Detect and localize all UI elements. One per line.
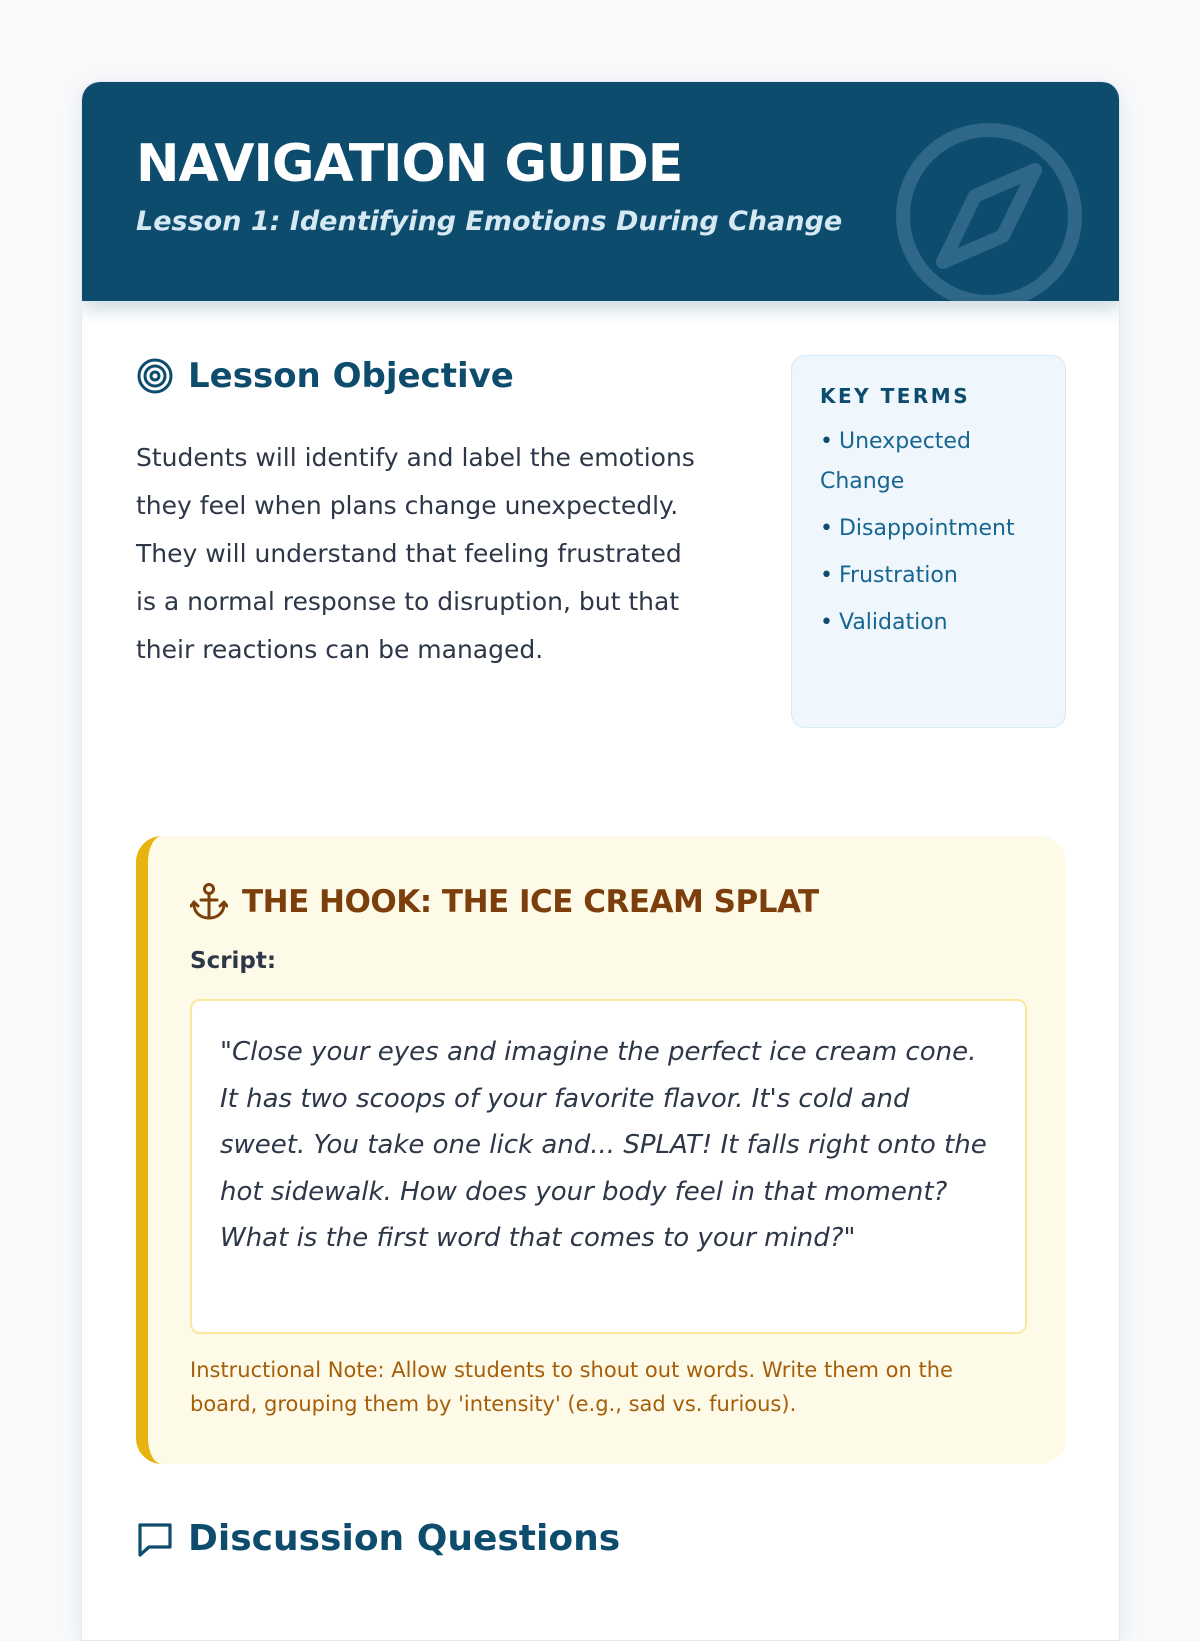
- hook-title: THE HOOK: THE ICE CREAM SPLAT: [242, 884, 819, 920]
- anchor-icon: [190, 882, 228, 922]
- page-title: NAVIGATION GUIDE: [136, 134, 683, 194]
- key-term-item: • Disappointment: [820, 516, 1015, 541]
- hook-section: [136, 836, 1066, 1464]
- objective-text: Students will identify and label the emotions they feel when plans change unexpectedly. They will understand that feeling frustrated is a normal response to disruption, but that their reactions can be managed.: [136, 443, 695, 664]
- hook-heading: [190, 882, 819, 922]
- compass-icon: [889, 116, 1089, 301]
- script-label: Script:: [190, 948, 277, 974]
- script-box: "Close your eyes and imagine the perfect ice cream cone. It has two scoops of your favorite flavor. It's cold and sweet. You take one lick and... SPLAT! It falls right onto the hot sidewalk. How does your body feel in that moment? What is the first word that comes to your mind?": [190, 999, 1027, 1334]
- page-subtitle: Lesson 1: Identifying Emotions During Change: [136, 206, 843, 237]
- key-terms-list: [820, 422, 1043, 643]
- chat-bubble-icon: [136, 1520, 174, 1558]
- key-term-item: • Validation: [820, 610, 948, 635]
- key-term-item: • Unexpected Change: [820, 429, 971, 494]
- lesson-card: [81, 81, 1120, 1641]
- objective-heading: [136, 356, 514, 396]
- page-header: [82, 82, 1120, 301]
- discussion-title: Discussion Questions: [188, 1518, 621, 1559]
- discussion-heading: [136, 1518, 620, 1559]
- objective-title: Lesson Objective: [188, 356, 514, 396]
- key-terms-title: KEY TERMS: [820, 384, 971, 408]
- target-icon: [136, 357, 174, 395]
- key-terms-box: [791, 355, 1066, 728]
- key-term-item: • Frustration: [820, 563, 958, 588]
- instructional-note: Instructional Note: Allow students to shout out words. Write them on the board, grouping them by 'intensity' (e.g., sad vs. furious).: [190, 1358, 953, 1416]
